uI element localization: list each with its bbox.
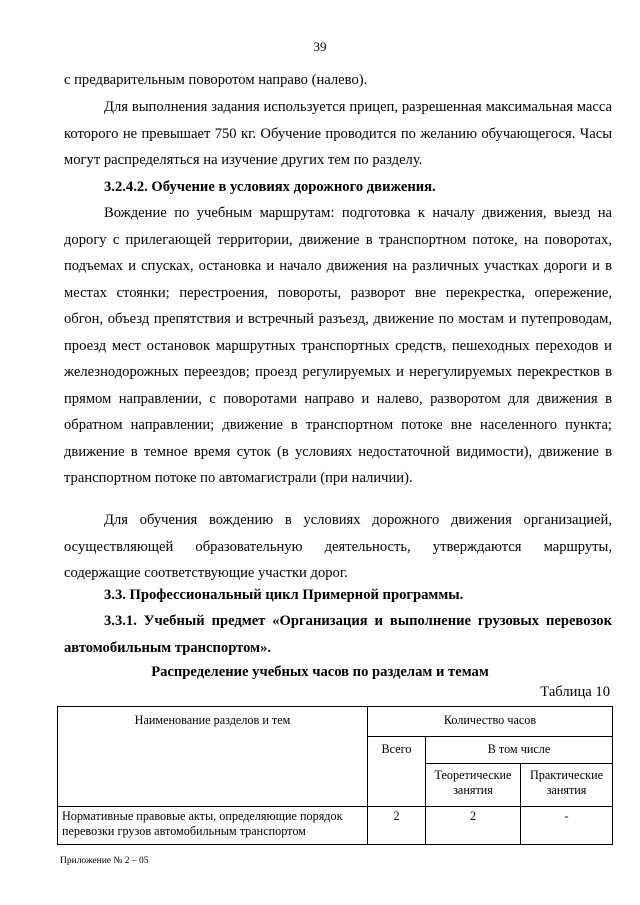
paragraph-trailer: Для выполнения задания используется прицеп, разрешенная максимальная масса которого не превышает 750 кг. Обучение проводится по желанию обучающегося. Часы могут распределяться на изучение других тем по разделу. bbox=[64, 99, 612, 168]
header-practice: Практические занятия bbox=[521, 764, 613, 807]
paragraph-driving-routes: Вождение по учебным маршрутам: подготовка к началу движения, выезд на дорогу с прилегающей территории, движение в транспортном потоке, на поворотах, подъемах и спусках, остановка и начало движения на различных участках дороги и в местах стоянки; перестроения, повороты, разворот вне перекрестка, опережение, обгон, объезд препятствия и встречный разъезд, движение по мостам и путепроводам, проезд мест остановок маршрутных транспортных средств, пешеходных переходов и железнодорожных переездов; проезд регулируемых и нерегулируемых перекрестков в прямом направлении, с поворотами направо и налево, разворотом для движения в обратном направлении; движение в транспортном потоке вне населенного пункта; движение в темное время суток (в условиях недостаточной видимости), движение в транспортном потоке по автомагистрали (при наличии). bbox=[64, 205, 612, 486]
header-theory: Теоретические занятия bbox=[426, 764, 521, 807]
row-theory: 2 bbox=[426, 807, 521, 845]
header-hours: Количество часов bbox=[368, 707, 613, 737]
footer-appendix: Приложение № 2 – 05 bbox=[60, 856, 149, 866]
header-sections: Наименование разделов и тем bbox=[58, 707, 368, 807]
paragraph-continuation: с предварительным поворотом направо (налево). bbox=[64, 72, 368, 88]
row-name: Нормативные правовые акты, определяющие порядок перевозки грузов автомобильным транспортом bbox=[58, 807, 368, 845]
header-including: В том числе bbox=[426, 737, 613, 764]
row-practice: - bbox=[521, 807, 613, 845]
table-title: Распределение учебных часов по разделам и темам bbox=[151, 664, 489, 680]
header-total: Всего bbox=[368, 737, 426, 807]
section-heading-3-3: 3.3. Профессиональный цикл Примерной программы. bbox=[104, 587, 464, 603]
table-header-row bbox=[58, 707, 613, 737]
section-heading-3-3-1: 3.3.1. Учебный предмет «Организация и выполнение грузовых перевозок автомобильным транспортом». bbox=[64, 613, 612, 656]
page-number: 39 bbox=[313, 39, 327, 54]
paragraph-routes-approval: Для обучения вождению в условиях дорожного движения организацией, осуществляющей образовательную деятельность, утверждаются маршруты, содержащие соответствующие участки дорог. bbox=[64, 512, 612, 581]
section-heading-3-2-4-2: 3.2.4.2. Обучение в условиях дорожного движения. bbox=[104, 179, 436, 195]
table-label: Таблица 10 bbox=[540, 684, 610, 700]
table-row bbox=[58, 807, 613, 845]
row-total: 2 bbox=[368, 807, 426, 845]
hours-table bbox=[57, 706, 613, 845]
